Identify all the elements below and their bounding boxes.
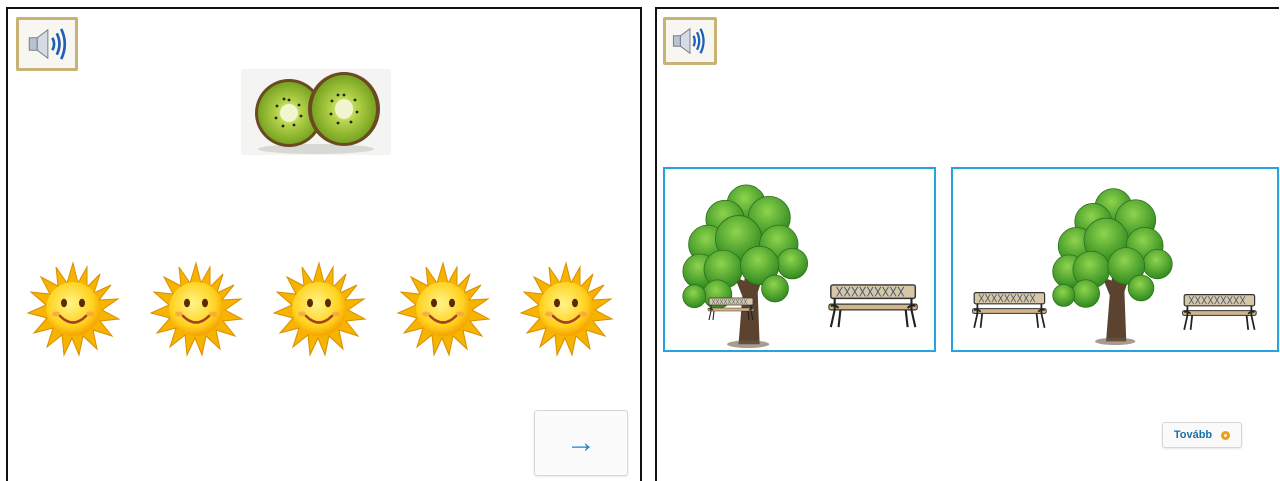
speaker-button[interactable]	[16, 17, 78, 71]
kiwi-image	[241, 69, 391, 155]
tree-icon	[1053, 189, 1173, 345]
answer-choice-2[interactable]	[951, 167, 1279, 352]
bench-icon	[1183, 295, 1257, 330]
answer-choice-1[interactable]	[663, 167, 936, 352]
kiwi-icon	[241, 69, 391, 155]
left-exercise-panel	[6, 7, 642, 481]
orange-dot-icon	[1221, 431, 1230, 440]
sun-icon	[518, 261, 614, 357]
bench-icon	[973, 293, 1047, 328]
continue-label: Tovább	[1173, 429, 1213, 441]
tree-and-benches-scene	[665, 169, 934, 350]
sun-icon	[395, 261, 491, 357]
benches-and-tree-scene	[953, 169, 1277, 350]
tree-icon	[683, 185, 808, 348]
arrow-right-icon: →	[566, 426, 596, 459]
next-arrow-button[interactable]	[534, 410, 628, 476]
right-exercise-panel	[655, 7, 1279, 481]
speaker-button[interactable]	[663, 17, 717, 65]
sun-icon	[271, 261, 367, 357]
speaker-icon	[19, 20, 75, 68]
sun-icon	[25, 261, 121, 357]
continue-button[interactable]	[1162, 422, 1242, 448]
sun-icon	[148, 261, 244, 357]
bench-icon	[829, 285, 917, 327]
speaker-icon	[666, 20, 714, 62]
